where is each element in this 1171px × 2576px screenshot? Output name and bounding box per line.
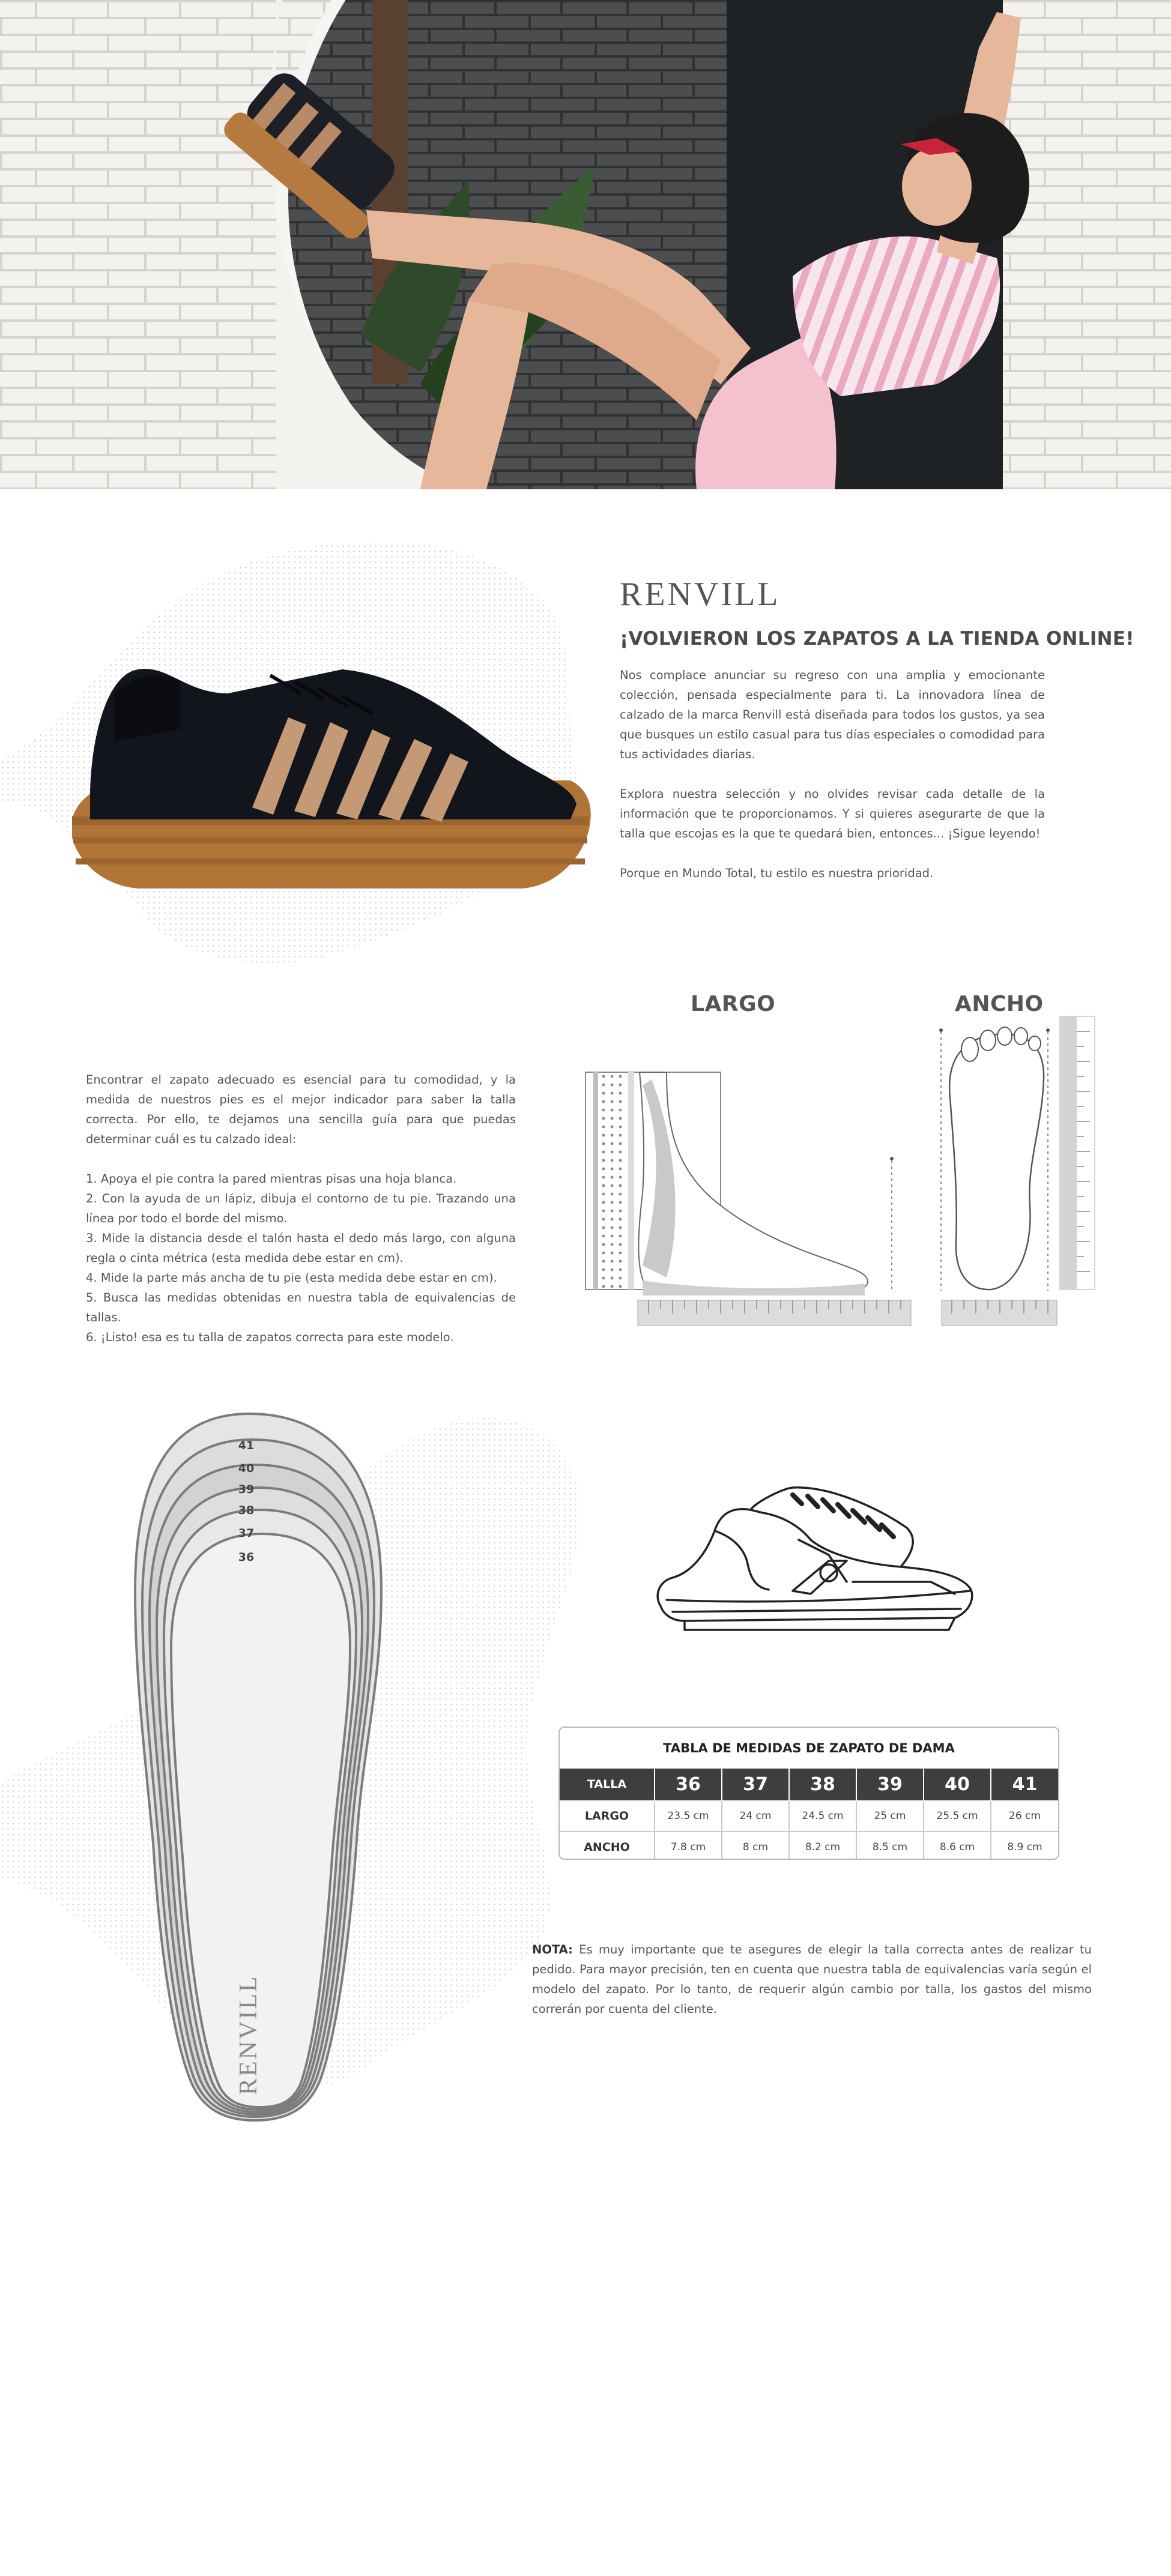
insole-size-37: 37 [238, 1527, 255, 1540]
guide-steps [86, 1169, 516, 1347]
hero-illustration [0, 0, 1171, 489]
note-label: NOTA: [532, 1943, 573, 1956]
table-cell: 25.5 cm [924, 1800, 991, 1832]
insole-size-38: 38 [238, 1504, 255, 1517]
table-cell: 8.6 cm [924, 1832, 991, 1860]
insole-size-40: 40 [238, 1462, 255, 1475]
intro-paragraph-2: Explora nuestra selección y no olvides revisar cada detalle de la información que te proporcionamos. Y si quieres asegurarte de que la talla que escojas es la que te quedará bien, entonces... ¡Sigue leyendo! [620, 787, 1045, 840]
table-cell: 25 cm [856, 1800, 924, 1832]
size-table-grid [560, 1769, 1058, 1860]
size-table-title: TABLA DE MEDIDAS DE ZAPATO DE DAMA [663, 1741, 955, 1755]
table-cell: 8 cm [722, 1832, 789, 1860]
size-table-size: 40 [924, 1769, 991, 1800]
size-table-size: 37 [722, 1769, 789, 1800]
intro-headline: ¡VOLVIERON LOS ZAPATOS A LA TIENDA ONLINE! [620, 628, 1134, 650]
size-table-size: 41 [991, 1769, 1058, 1800]
size-note [532, 1940, 1092, 2019]
size-table-header-label: TALLA [560, 1769, 655, 1800]
table-cell: 7.8 cm [655, 1832, 722, 1860]
table-cell: 24 cm [722, 1800, 789, 1832]
sneaker-line-drawing [649, 1483, 976, 1633]
guide-step-5: 5. Busca las medidas obtenidas en nuestra tabla de equivalencias de tallas. [86, 1291, 516, 1324]
ancho-label: ANCHO [955, 992, 1044, 1016]
table-cell: 24.5 cm [789, 1800, 856, 1832]
foot-measurement-illustration [582, 1013, 1099, 1338]
size-table-size: 36 [655, 1769, 722, 1800]
measurement-guide-text [86, 1070, 516, 1347]
insole-brand: RENVILL [235, 1974, 262, 2095]
insole-size-36: 36 [238, 1551, 255, 1564]
sneaker-product-image [66, 657, 595, 897]
table-cell: 26 cm [991, 1800, 1058, 1832]
insole-size-39: 39 [238, 1483, 255, 1496]
size-table [558, 1727, 1059, 1860]
row-label: ANCHO [560, 1832, 655, 1860]
hero-photo [0, 0, 1171, 489]
size-table-header-row [560, 1769, 1058, 1800]
size-table-size: 39 [856, 1769, 924, 1800]
guide-step-3: 3. Mide la distancia desde el talón hasta el dedo más largo, con alguna regla o cinta métrica (esta medida debe estar en cm). [86, 1231, 516, 1265]
largo-label: LARGO [691, 992, 776, 1016]
intro-paragraph-1: Nos complace anunciar su regreso con una amplia y emocionante colección, pensada especialmente para ti. La innovadora línea de calzado de la marca Renvill está diseñada para todos los gustos, ya sea que busques un estilo casual para tus días especiales o comodidad para tus actividades diarias. [620, 668, 1045, 761]
insole-size-41: 41 [238, 1439, 255, 1452]
guide-step-1: 1. Apoya el pie contra la pared mientras pisas una hoja blanca. [86, 1172, 457, 1186]
guide-step-2: 2. Con la ayuda de un lápiz, dibuja el contorno de tu pie. Trazando una línea por todo el borde del mismo. [86, 1192, 516, 1225]
brand-logo: RENVILL [620, 576, 781, 613]
intro-text [620, 665, 1045, 883]
note-text: Es muy importante que te asegures de elegir la talla correcta antes de realizar tu pedido. Para mayor precisión, ten en cuenta que nuestra tabla de equivalencias varía según el modelo del zapato. Por lo tanto, de requerir algún cambio por talla, los gastos del mismo correrán por cuenta del cliente. [532, 1943, 1092, 2016]
row-label: LARGO [560, 1800, 655, 1832]
table-row [560, 1800, 1058, 1832]
guide-step-6: 6. ¡Listo! esa es tu talla de zapatos correcta para este modelo. [86, 1330, 454, 1344]
table-row [560, 1832, 1058, 1860]
guide-intro: Encontrar el zapato adecuado es esencial para tu comodidad, y la medida de nuestros pies es el mejor indicador para saber la talla correcta. Por ello, te dejamos una sencilla guía para que puedas determinar cuál es tu calzado ideal: [86, 1073, 516, 1146]
guide-step-4: 4. Mide la parte más ancha de tu pie (esta medida debe estar en cm). [86, 1271, 497, 1285]
table-cell: 8.5 cm [856, 1832, 924, 1860]
size-table-size: 38 [789, 1769, 856, 1800]
intro-paragraph-3: Porque en Mundo Total, tu estilo es nuestra prioridad. [620, 866, 934, 880]
table-cell: 8.9 cm [991, 1832, 1058, 1860]
table-cell: 23.5 cm [655, 1800, 722, 1832]
table-cell: 8.2 cm [789, 1832, 856, 1860]
